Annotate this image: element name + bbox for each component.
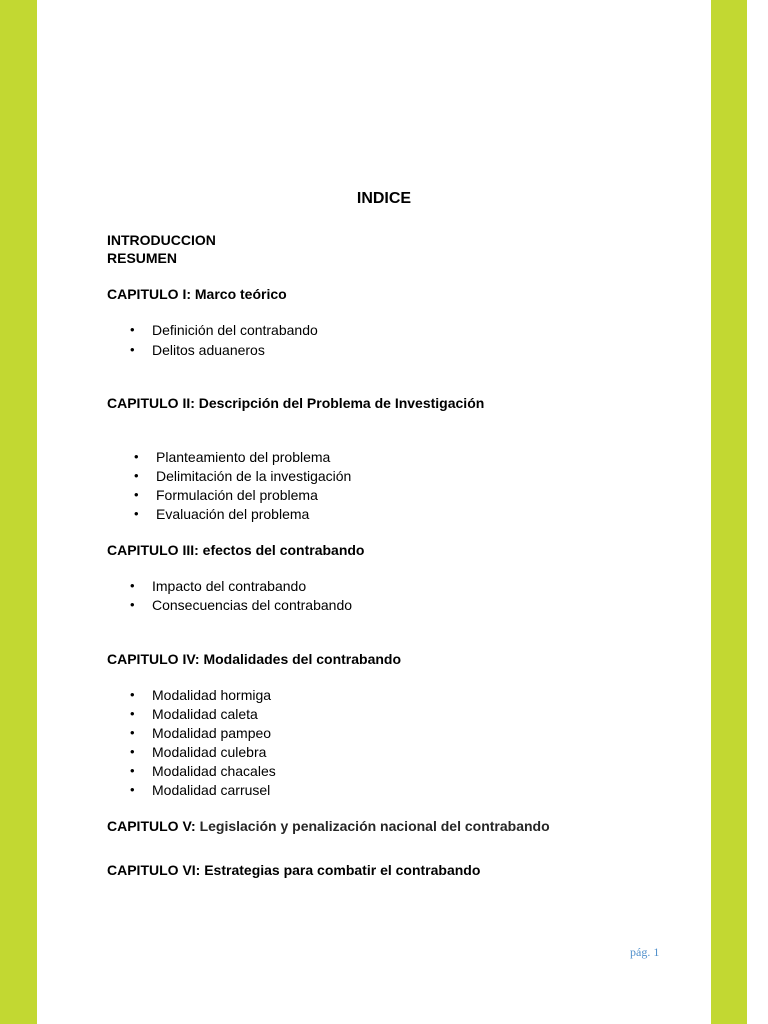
toc-entry-introduction: INTRODUCCION	[107, 232, 216, 248]
list-item-label: Evaluación del problema	[156, 506, 310, 522]
list-item	[134, 467, 352, 485]
chapter-1-heading: CAPITULO I: Marco teórico	[107, 286, 287, 302]
list-item-label: Formulación del problema	[156, 487, 318, 503]
list-item-label: Modalidad carrusel	[152, 782, 271, 798]
toc-entry-summary: RESUMEN	[107, 250, 178, 266]
list-item-label: Modalidad hormiga	[152, 687, 272, 703]
list-item	[130, 762, 276, 780]
list-item	[130, 577, 307, 595]
list-item	[130, 781, 271, 799]
chapter-5-heading	[107, 817, 550, 835]
list-item-label: Modalidad caleta	[152, 706, 258, 722]
list-item	[130, 724, 272, 742]
list-item-label: Consecuencias del contrabando	[152, 597, 353, 613]
bullet-icon: •	[130, 578, 135, 593]
bullet-icon: •	[130, 687, 135, 702]
list-item	[130, 596, 353, 614]
list-item	[130, 743, 267, 761]
chapter-4-heading: CAPITULO IV: Modalidades del contrabando	[107, 651, 402, 667]
chapter-2-heading: CAPITULO II: Descripción del Problema de Investigación	[107, 395, 485, 411]
right-page-edge	[747, 0, 768, 1024]
bullet-icon: •	[130, 342, 135, 357]
page-number: pág. 1	[630, 945, 660, 959]
list-item-label: Delitos aduaneros	[152, 342, 265, 358]
list-item-label: Delimitación de la investigación	[156, 468, 352, 484]
list-item-label: Modalidad chacales	[152, 763, 276, 779]
right-green-margin-bar	[711, 0, 747, 1024]
bullet-icon: •	[130, 782, 135, 797]
list-item	[134, 486, 318, 504]
bullet-icon: •	[130, 322, 135, 337]
list-item-label: Impacto del contrabando	[152, 578, 307, 594]
bullet-icon: •	[130, 706, 135, 721]
list-item	[130, 686, 272, 704]
chapter-3-heading: CAPITULO III: efectos del contrabando	[107, 542, 365, 558]
list-item	[130, 321, 318, 339]
bullet-icon: •	[134, 468, 139, 483]
list-item	[130, 705, 258, 723]
bullet-icon: •	[130, 744, 135, 759]
bullet-icon: •	[134, 506, 139, 521]
bullet-icon: •	[130, 597, 135, 612]
bullet-icon: •	[130, 725, 135, 740]
list-item-label: Modalidad culebra	[152, 744, 267, 760]
page-title: INDICE	[356, 190, 412, 207]
list-item-label: Modalidad pampeo	[152, 725, 272, 741]
chapter-5-prefix: CAPITULO V:	[107, 818, 196, 834]
bullet-icon: •	[134, 449, 139, 464]
bullet-icon: •	[130, 763, 135, 778]
left-green-margin-bar	[0, 0, 37, 1024]
list-item-label: Planteamiento del problema	[156, 449, 331, 465]
chapter-6-heading: CAPITULO VI: Estrategias para combatir el contrabando	[107, 862, 481, 878]
list-item	[130, 341, 265, 359]
chapter-5-title: Legislación y penalización nacional del contrabando	[199, 818, 550, 834]
list-item	[134, 505, 310, 523]
bullet-icon: •	[134, 487, 139, 502]
list-item	[134, 448, 331, 466]
list-item-label: Definición del contrabando	[152, 322, 318, 338]
